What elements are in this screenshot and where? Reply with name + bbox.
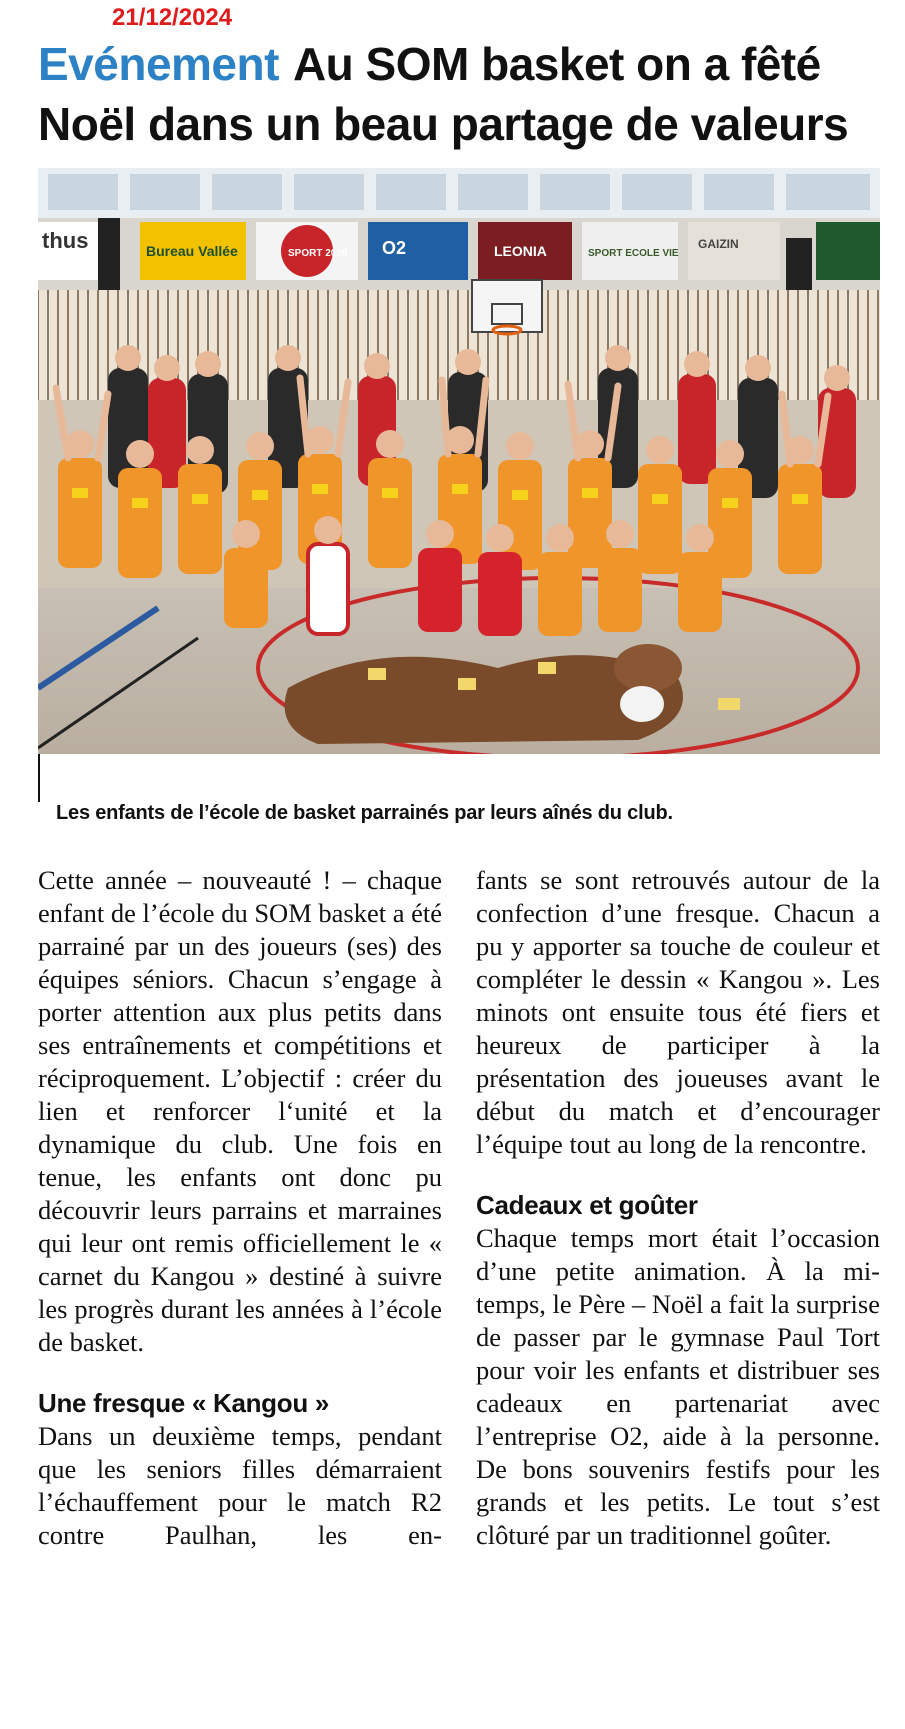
headline-kicker: Evénement [38,38,279,90]
headline [38,34,898,154]
paragraph-fresque-end: fants se sont retrouvés autour de la confection d’une fresque. Chacun a pu y apporter sa touche de couleur et compléter le dessin « Kangou ». Les minots ont ensuite tous été fiers et heureux de participer à la présentation des joueuses avant le début du match et d’encourager l’équipe tout au long de la rencontre. [476,865,880,1159]
paragraph-intro: Cette année – nouveauté ! – chaque enfant de l’école du SOM basket a été parrainé par un des joueurs (ses) des équipes séniors. Chacun s’engage à porter attention aux plus petits dans ses entraînements et compétitions et réciproquement. L’objectif : créer du lien et renforcer l‘unité et la dynamique du club. Une fois en tenue, les enfants ont donc pu découvrir leurs parrains et marraines qui leur ont remis officiellement le « carnet du Kangou » destiné à suivre les progrès durant les années à l’école de basket. [38,865,442,1357]
headline-title: Au SOM basket on a fêté Noël dans un beau partage de valeurs [38,38,849,150]
banner-5: GAIZIN [698,237,739,251]
article-column-left [38,864,442,1552]
paragraph-fresque-start: Dans un deuxième temps, pendant que les seniors filles démarraient l’échauffement pour le match R2 contre Paulhan, les en- [38,1421,442,1550]
banner-4: SPORT ECOLE VIE [588,248,679,259]
caption-rule [38,754,40,802]
banner-3: LEONIA [494,243,547,259]
banner-1: SPORT 2000 [288,248,348,259]
subheading-fresque: Une fresque « Kangou » [38,1388,330,1418]
article-column-right [476,864,880,1552]
banner-0: Bureau Vallée [146,243,238,259]
banner-2: O2 [382,238,407,258]
subheading-cadeaux: Cadeaux et goûter [476,1190,698,1220]
banner-left: thus [42,228,89,253]
team-photo-illustration [38,168,880,754]
paragraph-cadeaux: Chaque temps mort était l’occasion d’une petite animation. À la mi-temps, le Père – Noël a fait la surprise de passer par le gymnase Paul Tort pour voir les enfants et distribuer ses cadeaux en partenariat avec l’entreprise O2, aide à la personne. De bons souvenirs festifs pour les grands et les petits. Le tout s’est clôturé par un traditionnel goûter. [476,1223,880,1550]
photo-caption: Les enfants de l’école de basket parrainés par leurs aînés du club. [56,802,673,824]
article-photo [38,168,880,754]
publication-date: 21/12/2024 [112,4,233,31]
